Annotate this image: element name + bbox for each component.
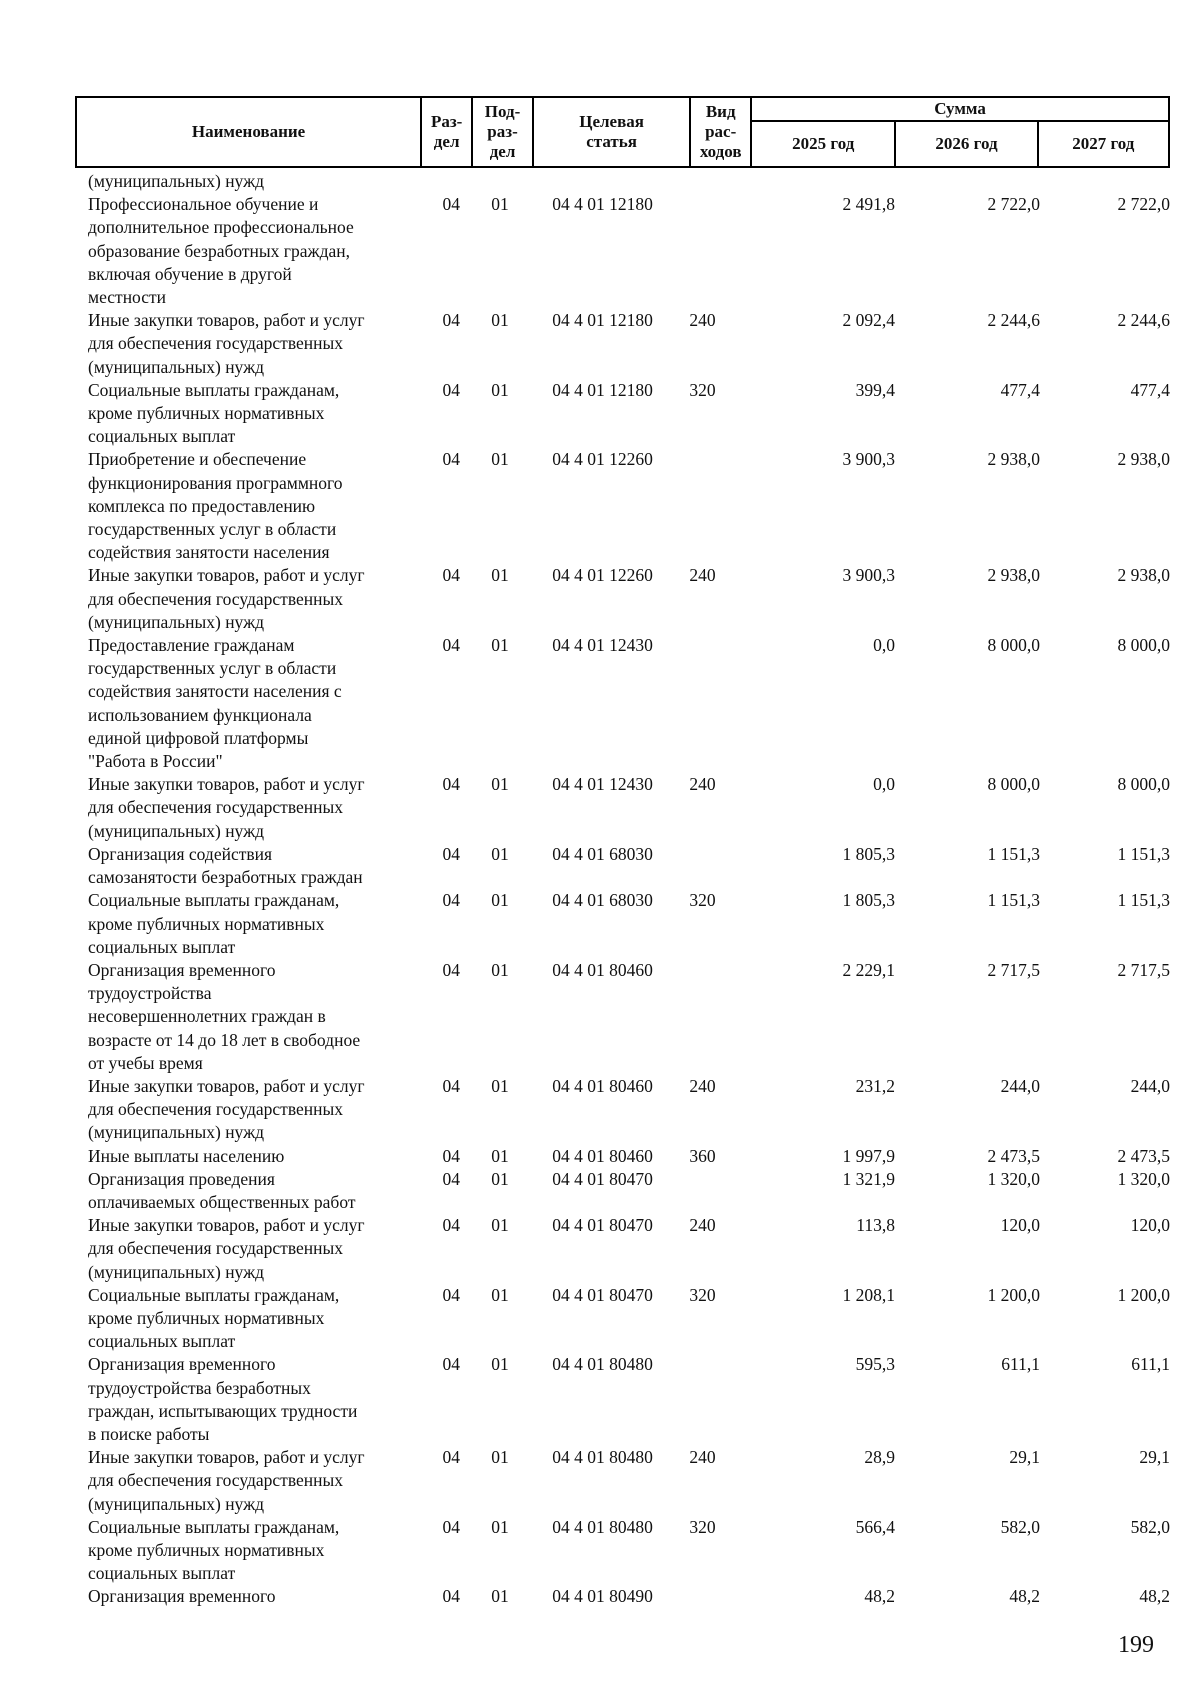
razdel-cell: 04 [442,310,460,331]
sum-2025-cell: 566,4 [855,1516,895,1537]
name-line: для обеспечения государственных [88,1238,343,1259]
sum-2025-cell: 231,2 [855,1075,895,1096]
table-row [75,1145,1175,1168]
name-line: кроме публичных нормативных [88,403,325,424]
vid-cell: 240 [689,310,716,331]
table-row [75,634,1175,773]
celevaya-cell: 04 4 01 80460 [552,1075,653,1096]
name-line: Организация временного [88,1586,276,1607]
name-cell [75,773,400,843]
header-year-2026: 2026 год [895,121,1037,167]
sum-2025-cell: 113,8 [856,1215,895,1236]
sum-2027-cell: 120,0 [1130,1215,1170,1236]
name-cell [75,959,400,1075]
razdel-cell: 04 [442,379,460,400]
name-line: Социальные выплаты гражданам, [88,890,340,911]
sum-2026-cell: 2 244,6 [987,310,1040,331]
celevaya-cell: 04 4 01 80480 [552,1447,653,1468]
vid-cell: 360 [689,1145,716,1166]
table-row [75,379,1175,449]
sum-2027-cell: 1 151,3 [1117,843,1170,864]
sum-2027-cell: 1 151,3 [1117,890,1170,911]
sum-2026-cell: 2 473,5 [987,1145,1040,1166]
podrazdel-cell: 01 [491,774,509,795]
table-row [75,773,1175,843]
podrazdel-cell: 01 [491,1168,509,1189]
name-line: образование безработных граждан, [88,240,351,261]
sum-2027-cell: 8 000,0 [1117,635,1170,656]
celevaya-cell: 04 4 01 12430 [552,635,653,656]
razdel-cell: 04 [442,1075,460,1096]
celevaya-cell: 04 4 01 80490 [552,1586,653,1607]
name-line: (муниципальных) нужд [88,611,265,632]
sum-2027-cell: 29,1 [1139,1447,1170,1468]
name-line: функционирования программного [88,472,343,493]
celevaya-cell: 04 4 01 80470 [552,1284,653,1305]
razdel-cell: 04 [442,890,460,911]
sum-2026-cell: 1 151,3 [987,843,1040,864]
podrazdel-cell: 01 [491,1447,509,1468]
sum-2026-cell: 48,2 [1009,1586,1040,1607]
name-line: от учебы время [88,1052,203,1073]
name-cell [75,1353,400,1446]
name-line: социальных выплат [88,426,236,447]
vid-cell: 240 [689,1075,716,1096]
sum-2027-cell: 2 938,0 [1117,565,1170,586]
sum-2025-cell: 0,0 [873,635,895,656]
sum-2025-cell: 48,2 [864,1586,895,1607]
sum-2027-cell: 611,1 [1131,1354,1170,1375]
vid-cell: 320 [689,1284,716,1305]
sum-2027-cell: 2 717,5 [1117,959,1170,980]
name-line: дополнительное профессиональное [88,217,354,238]
podrazdel-cell: 01 [491,565,509,586]
sum-2027-cell: 244,0 [1130,1075,1170,1096]
sum-2025-cell: 1 805,3 [842,843,895,864]
vid-cell: 240 [689,565,716,586]
table-row [75,564,1175,634]
table-row [75,889,1175,959]
name-cell [75,1168,400,1214]
celevaya-cell: 04 4 01 12180 [552,310,653,331]
sum-2025-cell: 2 491,8 [842,194,895,215]
razdel-cell: 04 [442,959,460,980]
celevaya-cell: 04 4 01 68030 [552,843,653,864]
sum-2025-cell: 1 321,9 [842,1168,895,1189]
header-year-2027: 2027 год [1038,121,1169,167]
name-line: Иные закупки товаров, работ и услуг [88,774,365,795]
name-line: оплачиваемых общественных работ [88,1191,356,1212]
sum-2026-cell: 1 320,0 [987,1168,1040,1189]
name-cell [75,634,400,773]
name-line: (муниципальных) нужд [88,1261,265,1282]
name-line: Иные закупки товаров, работ и услуг [88,1215,365,1236]
name-line: для обеспечения государственных [88,1099,343,1120]
name-line: Профессиональное обучение и [88,194,319,215]
table-header [75,96,1170,168]
vid-cell: 240 [689,774,716,795]
vid-cell: 240 [689,1447,716,1468]
table-row [75,1446,1175,1516]
sum-2026-cell: 477,4 [1000,379,1040,400]
name-line: Иные закупки товаров, работ и услуг [88,1075,365,1096]
table-body [75,170,1175,1609]
sum-2025-cell: 1 997,9 [842,1145,895,1166]
vid-cell: 320 [689,890,716,911]
celevaya-cell: 04 4 01 80480 [552,1516,653,1537]
name-line: (муниципальных) нужд [88,1122,265,1143]
sum-2027-cell: 2 473,5 [1117,1145,1170,1166]
sum-2027-cell: 8 000,0 [1117,774,1170,795]
vid-cell: 320 [689,1516,716,1537]
name-line: Иные выплаты населению [88,1145,285,1166]
razdel-cell: 04 [442,1354,460,1375]
razdel-cell: 04 [442,194,460,215]
name-line: кроме публичных нормативных [88,1307,325,1328]
table-row [75,309,1175,379]
name-line: (муниципальных) нужд [88,1493,265,1514]
table-row [75,170,1175,193]
header-name: Наименование [76,97,421,167]
celevaya-cell: 04 4 01 68030 [552,890,653,911]
name-line: использованием функционала [88,704,312,725]
razdel-cell: 04 [442,843,460,864]
name-line: Иные закупки товаров, работ и услуг [88,565,365,586]
razdel-cell: 04 [442,635,460,656]
sum-2026-cell: 244,0 [1000,1075,1040,1096]
podrazdel-cell: 01 [491,449,509,470]
table-row [75,1353,1175,1446]
podrazdel-cell: 01 [491,843,509,864]
name-cell [75,564,400,634]
sum-2025-cell: 399,4 [855,379,895,400]
sum-2027-cell: 2 938,0 [1117,449,1170,470]
name-line: Организация временного [88,959,276,980]
table-row [75,1075,1175,1145]
celevaya-cell: 04 4 01 12260 [552,565,653,586]
name-line: Социальные выплаты гражданам, [88,379,340,400]
table-row [75,193,1175,309]
name-cell [75,1284,400,1354]
sum-2026-cell: 2 938,0 [987,565,1040,586]
header-year-2025: 2025 год [751,121,895,167]
name-line: включая обучение в другой [88,263,292,284]
name-cell [75,889,400,959]
header-celevaya: Целевая статья [533,97,690,167]
podrazdel-cell: 01 [491,890,509,911]
name-line: самозанятости безработных граждан [88,867,363,888]
name-cell [75,1516,400,1586]
sum-2025-cell: 1 805,3 [842,890,895,911]
razdel-cell: 04 [442,1516,460,1537]
podrazdel-cell: 01 [491,1516,509,1537]
sum-2026-cell: 8 000,0 [987,774,1040,795]
podrazdel-cell: 01 [491,1075,509,1096]
name-line: в поиске работы [88,1423,210,1444]
sum-2026-cell: 29,1 [1009,1447,1040,1468]
sum-2026-cell: 2 938,0 [987,449,1040,470]
vid-cell: 240 [689,1215,716,1236]
podrazdel-cell: 01 [491,1215,509,1236]
table-row [75,1516,1175,1586]
name-line: местности [88,287,167,308]
header-summa: Сумма [751,97,1169,121]
sum-2027-cell: 48,2 [1139,1586,1170,1607]
name-line: Организация содействия [88,843,273,864]
name-line: Иные закупки товаров, работ и услуг [88,310,365,331]
name-line: для обеспечения государственных [88,588,343,609]
sum-2027-cell: 2 722,0 [1117,194,1170,215]
podrazdel-cell: 01 [491,310,509,331]
name-cell [75,193,400,309]
name-cell [75,1585,400,1608]
sum-2025-cell: 0,0 [873,774,895,795]
sum-2026-cell: 611,1 [1001,1354,1040,1375]
name-line: Организация проведения [88,1168,275,1189]
name-cell [75,843,400,889]
name-line: социальных выплат [88,1563,236,1584]
podrazdel-cell: 01 [491,959,509,980]
name-line: граждан, испытывающих трудности [88,1400,358,1421]
name-line: для обеспечения государственных [88,333,343,354]
sum-2025-cell: 28,9 [864,1447,895,1468]
name-line: социальных выплат [88,1331,236,1352]
podrazdel-cell: 01 [491,1284,509,1305]
name-cell [75,379,400,449]
podrazdel-cell: 01 [491,379,509,400]
sum-2026-cell: 1 151,3 [987,890,1040,911]
name-line: для обеспечения государственных [88,797,343,818]
sum-2027-cell: 477,4 [1130,379,1170,400]
razdel-cell: 04 [442,774,460,795]
header-razdel: Раз- дел [421,97,472,167]
page-number: 199 [1118,1632,1154,1658]
sum-2026-cell: 2 717,5 [987,959,1040,980]
podrazdel-cell: 01 [491,635,509,656]
celevaya-cell: 04 4 01 12430 [552,774,653,795]
name-line: Социальные выплаты гражданам, [88,1516,340,1537]
sum-2026-cell: 8 000,0 [987,635,1040,656]
table-row [75,448,1175,564]
name-line: социальных выплат [88,936,236,957]
header-podrazdel: Под- раз- дел [472,97,533,167]
celevaya-cell: 04 4 01 80470 [552,1168,653,1189]
celevaya-cell: 04 4 01 80470 [552,1215,653,1236]
name-line: единой цифровой платформы [88,727,309,748]
razdel-cell: 04 [442,565,460,586]
razdel-cell: 04 [442,1168,460,1189]
name-line: Предоставление гражданам [88,635,295,656]
celevaya-cell: 04 4 01 80480 [552,1354,653,1375]
celevaya-cell: 04 4 01 12260 [552,449,653,470]
name-line: государственных услуг в области [88,519,337,540]
celevaya-cell: 04 4 01 80460 [552,1145,653,1166]
sum-2025-cell: 3 900,3 [842,449,895,470]
name-line: кроме публичных нормативных [88,913,325,934]
razdel-cell: 04 [442,1284,460,1305]
sum-2025-cell: 2 229,1 [842,959,895,980]
header-vid: Вид рас- ходов [690,97,751,167]
podrazdel-cell: 01 [491,1586,509,1607]
razdel-cell: 04 [442,449,460,470]
name-cell [75,448,400,564]
name-line: Социальные выплаты гражданам, [88,1284,340,1305]
name-line: для обеспечения государственных [88,1470,343,1491]
name-line: Организация временного [88,1354,276,1375]
razdel-cell: 04 [442,1447,460,1468]
podrazdel-cell: 01 [491,1354,509,1375]
name-line: (муниципальных) нужд [88,171,265,191]
celevaya-cell: 04 4 01 80460 [552,959,653,980]
sum-2027-cell: 582,0 [1130,1516,1170,1537]
name-line: государственных услуг в области [88,658,337,679]
name-line: трудоустройства [88,983,212,1004]
name-line: комплекса по предоставлению [88,495,316,516]
sum-2025-cell: 3 900,3 [842,565,895,586]
table-row [75,1214,1175,1284]
table-row [75,1585,1175,1608]
vid-cell: 320 [689,379,716,400]
sum-2025-cell: 595,3 [855,1354,895,1375]
table-row [75,1284,1175,1354]
name-line: "Работа в России" [88,751,223,772]
sum-2025-cell: 2 092,4 [842,310,895,331]
name-line: содействия занятости населения с [88,681,342,702]
sum-2026-cell: 120,0 [1000,1215,1040,1236]
sum-2027-cell: 2 244,6 [1117,310,1170,331]
razdel-cell: 04 [442,1145,460,1166]
table-row [75,843,1175,889]
name-line: кроме публичных нормативных [88,1539,325,1560]
celevaya-cell: 04 4 01 12180 [552,379,653,400]
razdel-cell: 04 [442,1586,460,1607]
sum-2027-cell: 1 320,0 [1117,1168,1170,1189]
name-cell [75,309,400,379]
name-line: несовершеннолетних граждан в [88,1006,326,1027]
podrazdel-cell: 01 [491,1145,509,1166]
name-line: Приобретение и обеспечение [88,449,307,470]
celevaya-cell: 04 4 01 12180 [552,194,653,215]
sum-2026-cell: 582,0 [1000,1516,1040,1537]
sum-2026-cell: 2 722,0 [987,194,1040,215]
name-cell [75,1446,400,1516]
name-cell [75,1214,400,1284]
name-cell [75,1075,400,1145]
name-line: возрасте от 14 до 18 лет в свободное [88,1029,361,1050]
name-line: (муниципальных) нужд [88,820,265,841]
name-line: Иные закупки товаров, работ и услуг [88,1447,365,1468]
sum-2026-cell: 1 200,0 [987,1284,1040,1305]
table-row [75,959,1175,1075]
podrazdel-cell: 01 [491,194,509,215]
name-line: содействия занятости населения [88,542,330,563]
name-line: трудоустройства безработных [88,1377,311,1398]
table-row [75,1168,1175,1214]
name-cell [75,1145,400,1168]
sum-2025-cell: 1 208,1 [842,1284,895,1305]
name-cell [75,170,400,193]
name-line: (муниципальных) нужд [88,356,265,377]
razdel-cell: 04 [442,1215,460,1236]
sum-2027-cell: 1 200,0 [1117,1284,1170,1305]
